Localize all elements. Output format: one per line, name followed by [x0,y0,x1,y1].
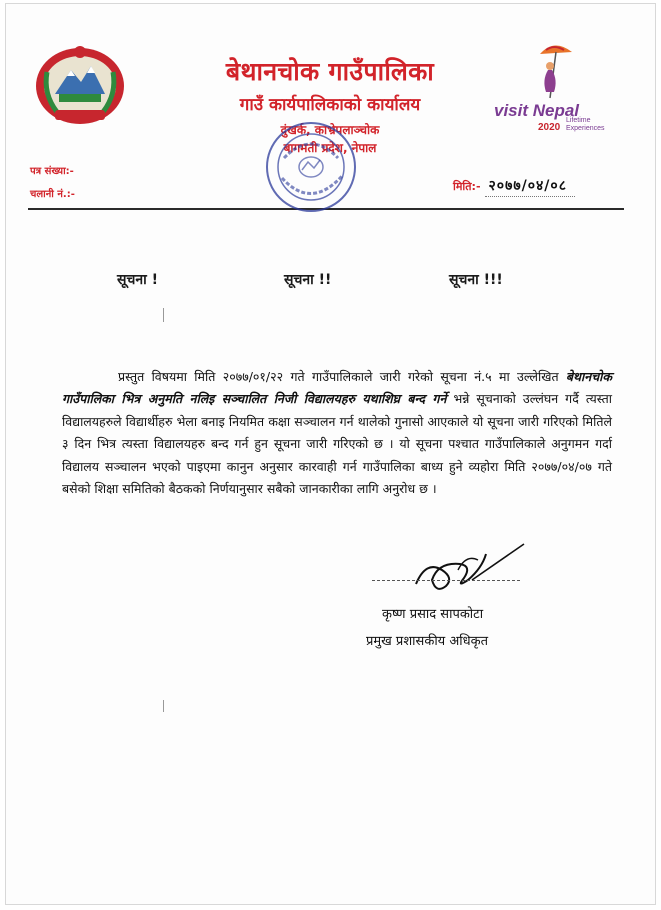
body-part-1: प्रस्तुत विषयमा मिति २०७७/०१/२२ गते गाउँपालिकाले जारी गरेको सूचना नं.५ मा उल्लेखित [118,368,566,384]
signatory-name: कृष्ण प्रसाद सापकोटा [382,607,484,622]
address-line-2: बागमती प्रदेश, नेपाल [283,141,377,155]
notice-heading-3: सूचना !!! [449,272,503,288]
visit-logo-tagline-2: Experiences [566,125,605,132]
office-name: बेथानचोक गाउँपालिका [225,57,435,86]
date-field [453,176,575,197]
date-value: २०७७/०४/०८ [485,176,575,197]
notice-heading-1: सूचना ! [117,272,159,288]
visit-logo-tagline-1: Lifetime [566,117,591,124]
notice-heading-2: सूचना !! [284,272,332,288]
signature-line [372,580,520,581]
reference-number-label: पत्र संख्या:- [30,166,74,177]
visit-logo-year: 2020 [538,122,561,133]
scan-mark [163,308,164,322]
body-part-2: भन्ने सूचनाको उल्लंघन गर्दै त्यस्ता विद्यालयहरुले विद्यार्थीहरु भेला बनाइ नियमित कक्षा सञ्चालन गर्न थालेको गुनासो आएकाले यो सूचना जारी गरिएको मितिले ३ दिन भित्र त्यस्ता विद्यालयहरु बन्द गर्न हुन सूचना जारी गरिएको छ । यो सूचना पश्चात गाउँपालिकाले अनुगमन गर्दा विद्यालय सञ्चालन भएको पाइएमा कानुन अनुसार कारवाही गर्न गाउँपालिका बाध्य हुने व्यहोरा मिति २०७७/०४/०७ गते बसेको शिक्षा समितिको बैठकको निर्णयानुसार सबैको जानकारीका लागि अनुरोध छ । [62,391,612,496]
visit-nepal-2020-logo [488,40,618,134]
signatory-title: प्रमुख प्रशासकीय अधिकृत [366,634,489,649]
date-label: मिति:- [453,180,481,193]
office-stamp [262,118,360,216]
dispatch-number-label: चलानी नं.:- [30,189,75,200]
handwritten-signature [402,540,532,596]
body-emphasis: बेथानचोक गाउँपालिका भित्र अनुमति नलिइ सञ्चालित निजी विद्यालयहरु यथाशिघ्र बन्द गर्ने [62,368,612,406]
nepal-emblem-icon [33,42,127,126]
office-subtitle: गाउँ कार्यपालिकाको कार्यालय [239,95,421,115]
visit-logo-text: visit Nepal [494,101,580,120]
notice-body [62,366,612,501]
scan-mark [163,700,164,712]
address-line-1: दुंखर्क, काभ्रेपलाञ्चोक [280,123,380,137]
